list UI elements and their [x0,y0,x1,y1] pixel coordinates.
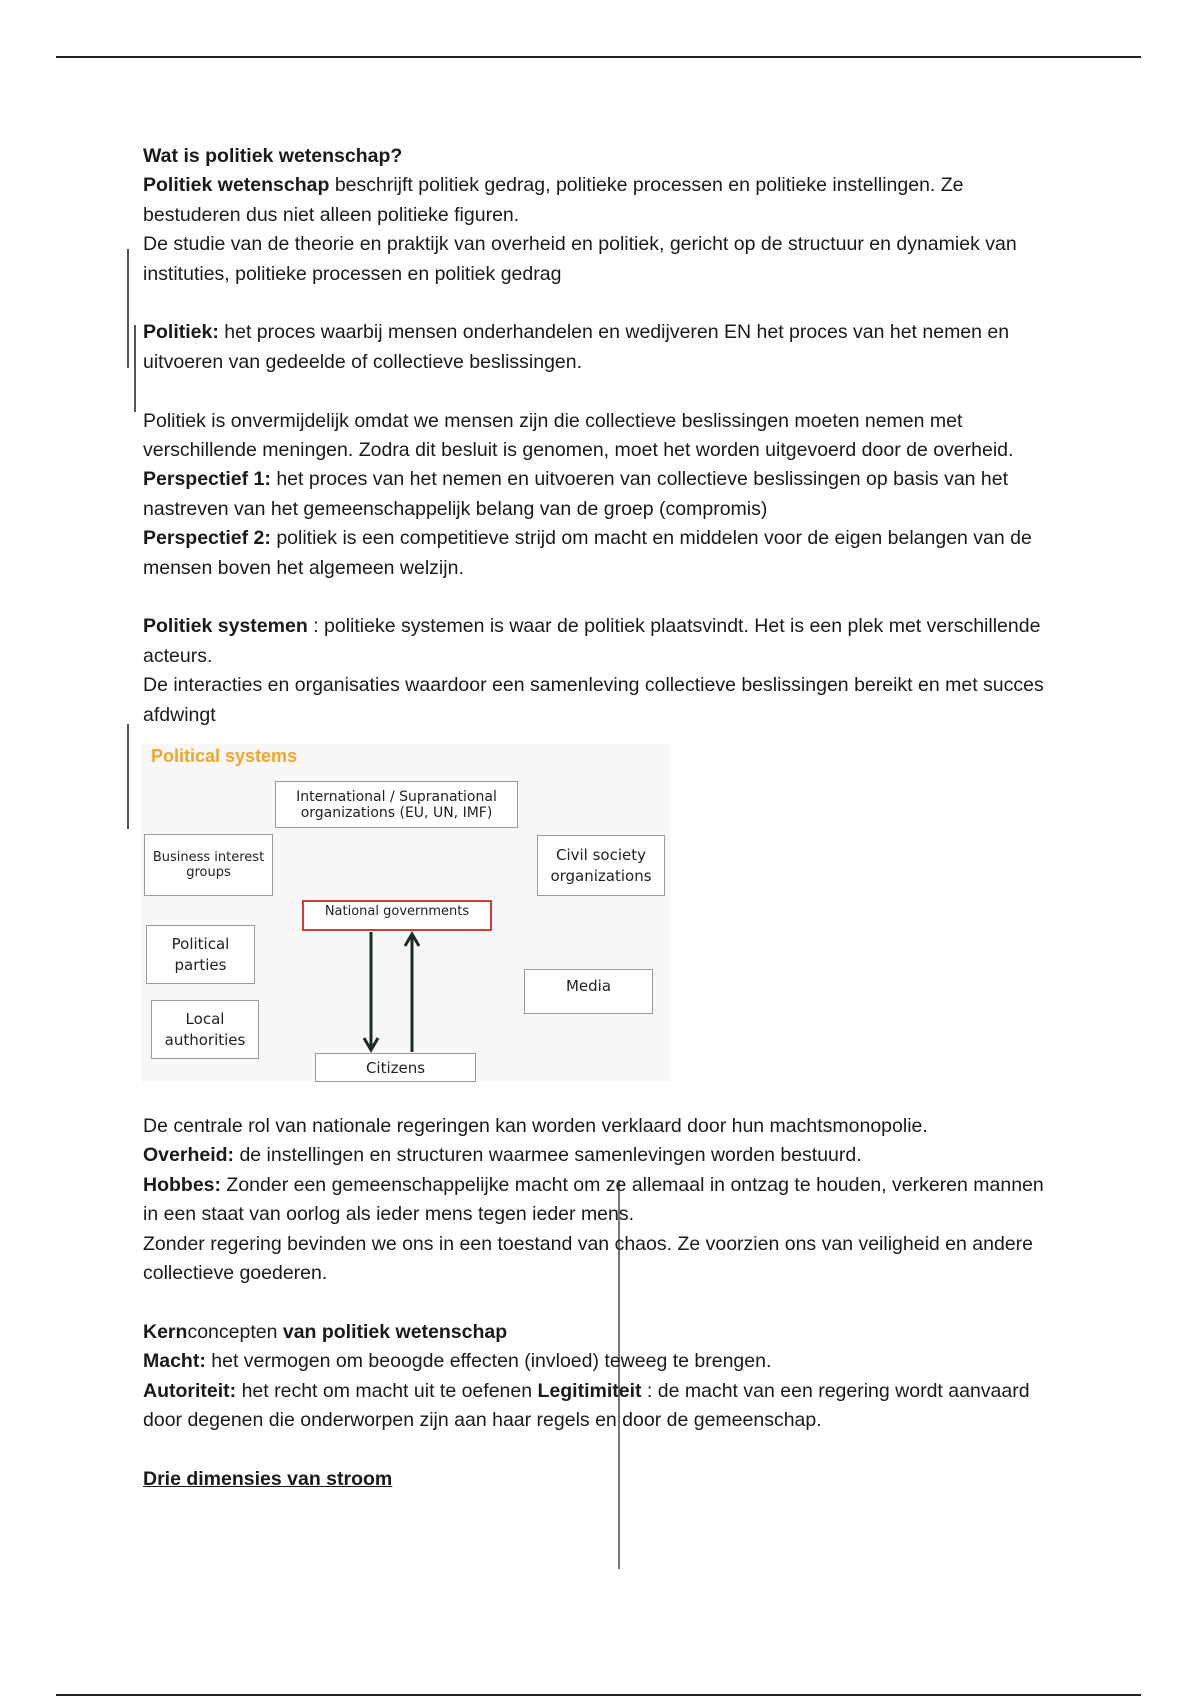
paragraph: De centrale rol van nationale regeringen kan worden verklaard door hun machtsmonopolie. [143,1115,928,1138]
box-local-authorities: Local authorities [151,1000,259,1059]
definition: : politieke systemen is waar de politiek plaatsvindt. Het is een plek met verschillende acteurs. [143,615,1041,667]
paragraph [143,1171,1048,1230]
box-citizens: Citizens [315,1053,476,1082]
definition: : de macht van een regering wordt aanvaard door degenen die onderworpen zijn aan haar regels en door de gemeenschap. [143,1379,1030,1432]
change-bar [127,724,129,829]
term: Hobbes: [143,1173,221,1196]
section-heading [143,142,1048,171]
paragraph [143,465,1048,524]
change-bar [134,325,136,412]
box-media: Media [524,969,653,1014]
box-international: International / Supranational organizations (EU, UN, IMF) [275,781,518,828]
diagram-title: Political systems [151,746,298,767]
term: Perspectief 1: [143,468,271,491]
paragraph [143,1141,1048,1170]
box-civil-society: Civil society organizations [537,835,665,896]
paragraph: De studie van de theorie en praktijk van overheid en politiek, gericht op de structuur en dynamiek van instituties, politieke processen en politiek gedrag [143,233,1017,285]
heading-text: Wat is politiek wetenschap? [143,145,403,167]
definition: beschrijft politiek gedrag, politieke processen en politieke instellingen. Ze bestuderen dus niet alleen politieke figuren. [143,174,964,226]
definition: het proces waarbij mensen onderhandelen en wedijveren EN het proces van het nemen en uitvoeren van gedeelde of collectieve beslissingen. [143,321,1010,373]
term: Perspectief 2: [143,527,271,550]
heading-part: Kern [143,1320,188,1343]
paragraph: Zonder regering bevinden we ons in een toestand van chaos. Ze voorzien ons van veiligheid en andere collectieve goederen. [143,1232,1034,1285]
term: Macht: [143,1350,206,1373]
section-heading [143,1465,1048,1494]
term: Politiek: [143,321,219,344]
definition: het proces van het nemen en uitvoeren van collectieve beslissingen op basis van het nastreven van het gemeenschappelijk belang van de groep (compromis) [143,468,1009,520]
change-bar [127,249,129,368]
paragraph: Politiek is onvermijdelijk omdat we mensen zijn die collectieve beslissingen moeten nemen met verschillende meningen. Zodra dit besluit is genomen, moet het worden uitgevoerd door de overheid. [143,409,1014,462]
diagram-arrows [141,744,671,1082]
paragraph [143,524,1048,583]
document-body [143,142,1048,1494]
heading-part: van politiek wetenschap [282,1320,508,1343]
box-political-parties: Political parties [146,925,255,984]
paragraph [143,1347,1048,1376]
paragraph [143,1377,1048,1436]
paragraph: De interacties en organisaties waardoor een samenleving collectieve beslissingen bereikt en met succes afdwingt [143,674,1044,726]
heading-part: concepten [187,1320,283,1343]
box-national-governments: National governments [302,900,492,931]
definition: het recht om macht uit te oefenen [236,1379,538,1402]
header-rule [56,56,1141,58]
political-systems-diagram [141,744,671,1082]
section-heading [143,1318,1048,1347]
definition: Zonder een gemeenschappelijke macht om ze allemaal in ontzag te houden, verkeren mannen in een staat van oorlog als ieder mens tegen ieder mens. [143,1173,1044,1226]
term: Overheid: [143,1144,235,1167]
paragraph [143,171,1048,230]
heading-text: Drie dimensies van stroom [143,1467,393,1490]
definition: het vermogen om beoogde effecten (invloed) teweeg te brengen. [205,1350,772,1373]
term: Politiek wetenschap [143,174,330,197]
paragraph [143,612,1048,671]
term: Politiek systemen [143,615,308,638]
definition: politiek is een competitieve strijd om macht en middelen voor de eigen belangen van de mensen boven het algemeen welzijn. [143,527,1032,579]
paragraph [143,318,1048,377]
box-business: Business interest groups [144,834,273,896]
footer-rule [56,1694,1141,1696]
term: Legitimiteit [537,1379,642,1402]
definition: de instellingen en structuren waarmee samenlevingen worden bestuurd. [234,1144,862,1167]
term: Autoriteit: [143,1379,237,1402]
